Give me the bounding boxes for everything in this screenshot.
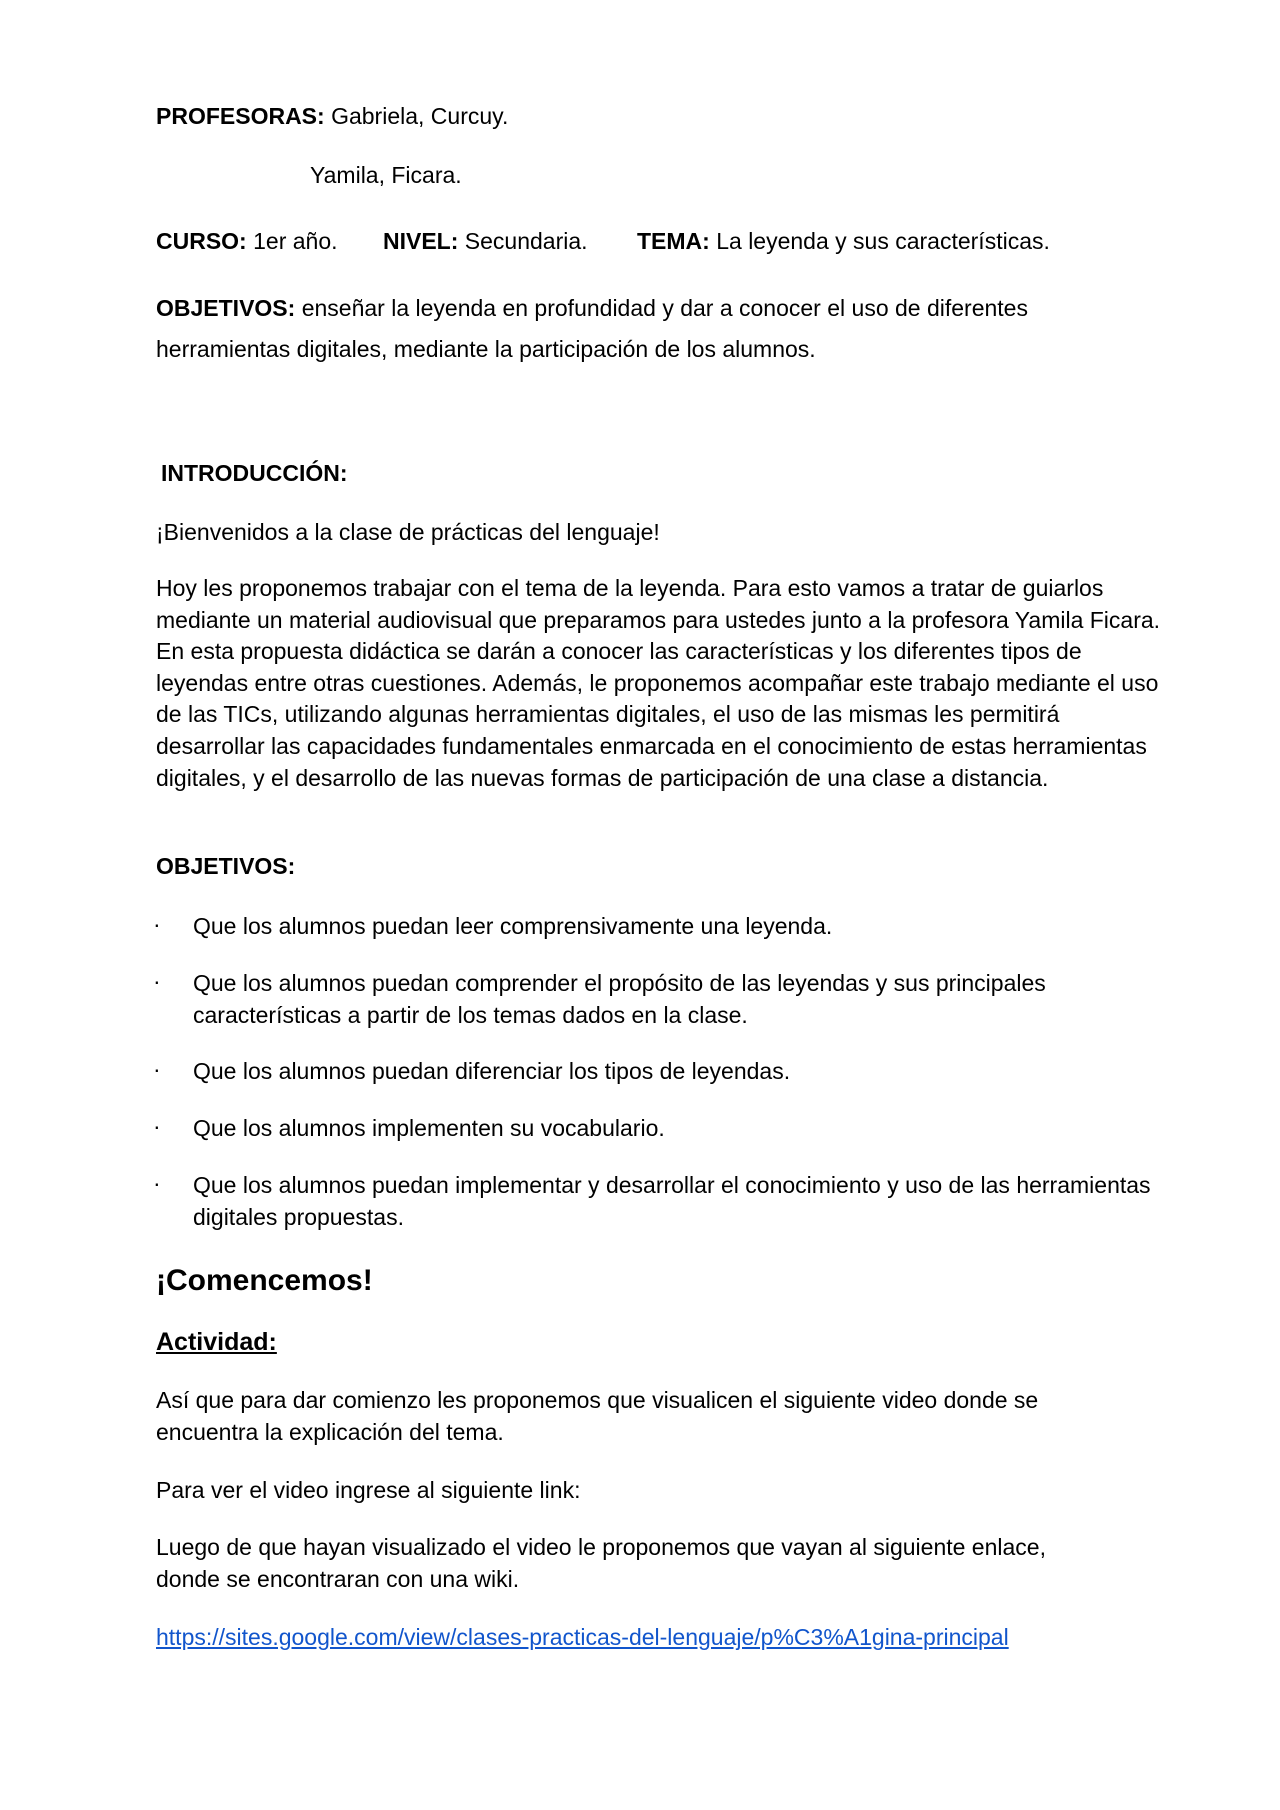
bullet-marker: · bbox=[153, 1056, 161, 1082]
curso-label: CURSO: bbox=[156, 228, 247, 254]
profesora-1: Gabriela, Curcuy. bbox=[331, 103, 509, 129]
objetivos-summary-line1 bbox=[156, 293, 1028, 324]
bullet-marker: · bbox=[153, 968, 161, 994]
tema-label: TEMA: bbox=[637, 228, 710, 254]
objetivo-item: Que los alumnos puedan comprender el propósito de las leyendas y sus principales características a partir de los temas dados en la clase. bbox=[193, 970, 1046, 1028]
nivel-label: NIVEL: bbox=[383, 228, 459, 254]
intro-paragraph: Hoy les proponemos trabajar con el tema de la leyenda. Para esto vamos a tratar de guiarlos mediante un material audiovisual que preparamos para ustedes junto a la profesora Yamila Ficara. En esta propuesta didáctica se darán a conocer las características y los diferentes tipos de leyendas entre otras cuestiones. Además, le proponemos acompañar este trabajo mediante el uso de las TICs, utilizando algunas herramientas digitales, el uso de las mismas les permitirá desarrollar las capacidades fundamentales enmarcada en el conocimiento de estas herramientas digitales, y el desarrollo de las nuevas formas de participación de una clase a distancia. bbox=[156, 575, 1161, 791]
objetivos-summary-label: OBJETIVOS: bbox=[156, 295, 296, 321]
bullet-marker: · bbox=[153, 911, 161, 937]
objetivo-item: Que los alumnos puedan leer comprensivamente una leyenda. bbox=[193, 913, 833, 939]
wiki-link[interactable]: https://sites.google.com/view/clases-practicas-del-lenguaje/p%C3%A1gina-principal bbox=[156, 1624, 1009, 1650]
nivel-field bbox=[383, 226, 588, 257]
objetivos-summary-line2: herramientas digitales, mediante la participación de los alumnos. bbox=[156, 336, 816, 362]
actividad-paragraph-2: Para ver el video ingrese al siguiente link: bbox=[156, 1477, 581, 1503]
profesora-2: Yamila, Ficara. bbox=[310, 162, 462, 188]
profesoras-line bbox=[156, 101, 508, 132]
tema-field bbox=[637, 226, 1050, 257]
actividad-paragraph-1: Así que para dar comienzo les proponemos que visualicen el siguiente video donde se encuentra la explicación del tema. bbox=[156, 1387, 1039, 1445]
objetivo-item: Que los alumnos implementen su vocabulario. bbox=[193, 1115, 665, 1141]
objetivo-item: Que los alumnos puedan diferenciar los tipos de leyendas. bbox=[193, 1058, 791, 1084]
objetivos-heading: OBJETIVOS: bbox=[156, 853, 296, 879]
profesoras-label: PROFESORAS: bbox=[156, 103, 325, 129]
bullet-marker: · bbox=[153, 1113, 161, 1139]
objetivos-summary-text1: enseñar la leyenda en profundidad y dar a conocer el uso de diferentes bbox=[301, 295, 1028, 321]
comencemos-heading: ¡Comencemos! bbox=[156, 1264, 373, 1297]
curso-value: 1er año. bbox=[253, 228, 338, 254]
curso-field bbox=[156, 226, 338, 257]
nivel-value: Secundaria. bbox=[464, 228, 588, 254]
objetivo-item: Que los alumnos puedan implementar y desarrollar el conocimiento y uso de las herramientas digitales propuestas. bbox=[193, 1172, 1151, 1230]
actividad-heading: Actividad: bbox=[156, 1328, 277, 1356]
tema-value: La leyenda y sus características. bbox=[716, 228, 1050, 254]
bullet-marker: · bbox=[153, 1170, 161, 1196]
intro-heading: INTRODUCCIÓN: bbox=[161, 460, 348, 486]
intro-welcome: ¡Bienvenidos a la clase de prácticas del lenguaje! bbox=[156, 519, 660, 545]
actividad-paragraph-3: Luego de que hayan visualizado el video le proponemos que vayan al siguiente enlace, donde se encontraran con una wiki. bbox=[156, 1534, 1046, 1592]
